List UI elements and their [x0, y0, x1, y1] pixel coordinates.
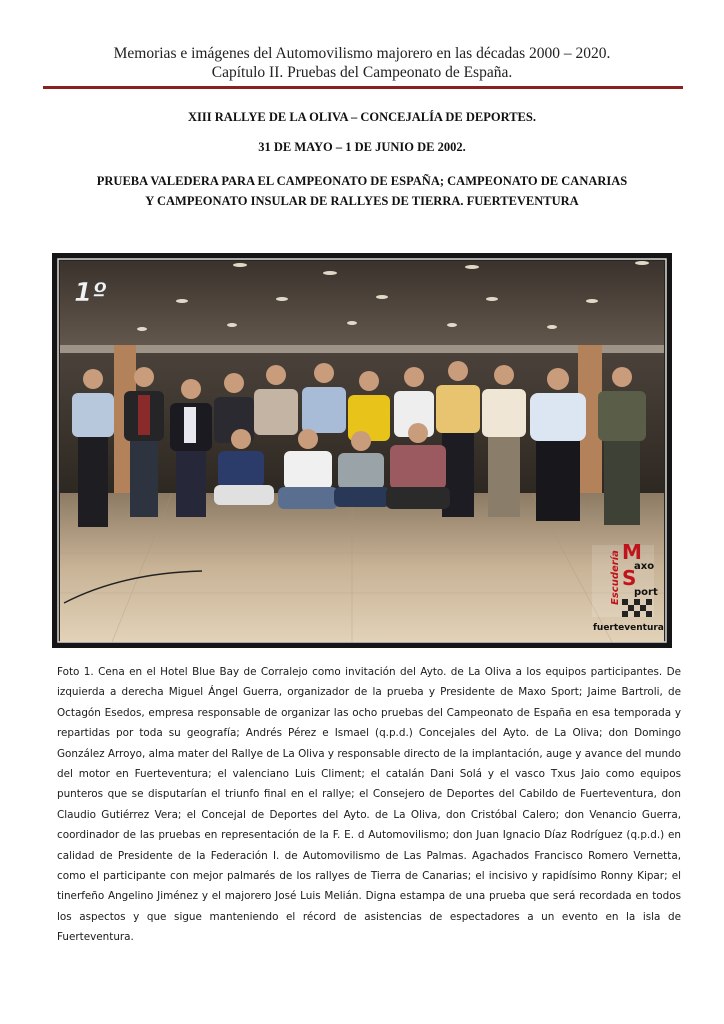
header-divider [43, 86, 683, 89]
event-title: XIII RALLYE DE LA OLIVA – CONCEJALÍA DE DEPORTES. [188, 110, 536, 124]
page-header [0, 44, 724, 82]
svg-text:S: S [622, 566, 637, 590]
event-description-line-2: Y CAMPEONATO INSULAR DE RALLYES DE TIERRA. FUERTEVENTURA [145, 194, 579, 208]
header-line-2: Capítulo II. Pruebas del Campeonato de España. [211, 64, 513, 81]
event-dates: 31 DE MAYO – 1 DE JUNIO DE 2002. [258, 140, 466, 154]
photo-caption: Foto 1. Cena en el Hotel Blue Bay de Corralejo como invitación del Ayto. de La Oliva a los equipos participantes. De izquierda a derecha Miguel Ángel Guerra, organizador de la prueba y Presidente de Maxo Sport; Jaime Bartroli, de Octagón Esedos, empresa responsable de organizar las ocho pruebas del Campeonato de España en esa temporada y repartidas por toda su geografía; Andrés Pérez e Ismael (q.p.d.) Concejales del Ayto. de La Oliva; don Domingo González Arroyo, alma mater del Rallye de La Oliva y responsable directo de la implantación, auge y avance del mundo del motor en Fuerteventura; el valenciano Luis Climent; el catalán Dani Solá y el vasco Txus Jaio como equipos punteros que se disputarían el triunfo final en el rallye; el Consejero de Deportes del Cabildo de Fuerteventura, don Claudio Gutiérrez Vera; el Concejal de Deportes del Ayto. de La Oliva, don Cristóbal Calero; don Venancio Guerra, coordinador de las pruebas en representación de la F. E. d Automovilismo; don Juan Ignacio Díaz Rodríguez (q.p.d.) en calidad de Presidente de la Federación I. de Automovilismo de Las Palmas. Agachados Francisco Romero Vernetta, como el participante con mejor palmarés de los rallyes de Tierra de Canarias; el incisivo y rapidísimo Ronny Kipar; el tinerfeño Angelino Jiménez y el majorero José Luis Melián. Digna estampa de una prueba que será recordada en todos los aspectos y que sigue manteniendo el récord de asistencias de espectadores a un evento en la isla de Fuerteventura. [57, 666, 681, 944]
group-photo [52, 253, 672, 648]
photo-number-label: 1º [74, 278, 107, 308]
logo-maxo-text: axo [634, 561, 655, 572]
logo-escuderia-text: Escudería [610, 550, 621, 605]
group-photo-illustration [52, 253, 672, 648]
logo-sport-text: port [634, 587, 658, 598]
event-description [0, 171, 724, 211]
event-description-line-1: PRUEBA VALEDERA PARA EL CAMPEONATO DE ESPAÑA; CAMPEONATO DE CANARIAS [96, 174, 628, 188]
logo-fuerteventura-text: fuerteventura [593, 623, 664, 633]
header-line-1: Memorias e imágenes del Automovilismo majorero en las décadas 2000 – 2020. [113, 45, 611, 62]
svg-text:M: M [622, 540, 642, 564]
